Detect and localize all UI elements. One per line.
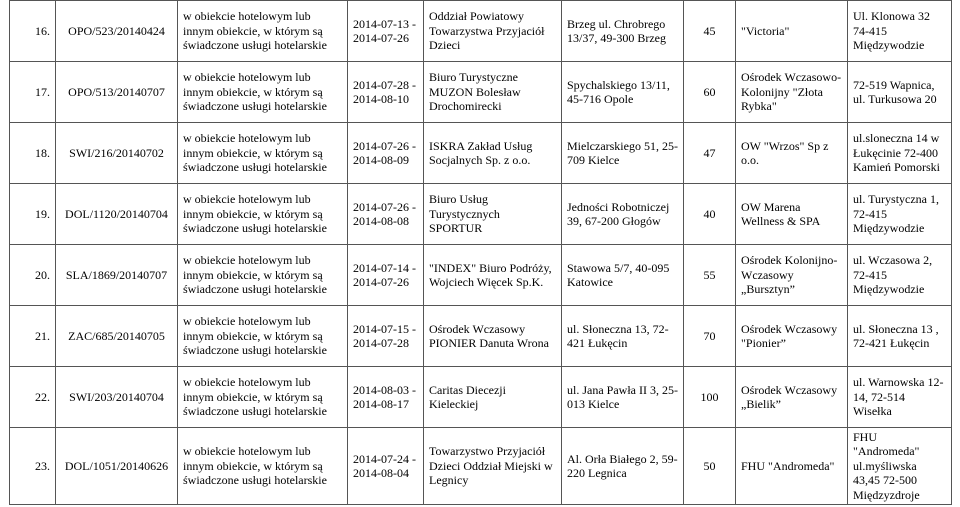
table-row xyxy=(10,184,952,245)
registration-table xyxy=(9,0,952,505)
facility-name: Ośrodek Wczasowy „Bielik” xyxy=(736,367,848,428)
date-range: 2014-07-13 - 2014-07-26 xyxy=(348,1,424,62)
organizer-name: "INDEX" Biuro Podróży, Wojciech Więcek Sp.K. xyxy=(424,245,562,306)
facility-address: ul. Turystyczna 1, 72-415 Międzywodzie xyxy=(848,184,952,245)
place-type: w obiekcie hotelowym lub innym obiekcie, w którym są świadczone usługi hotelarskie xyxy=(178,428,348,505)
participant-count: 70 xyxy=(684,306,736,367)
organizer-address: ul. Jana Pawła II 3, 25-013 Kielce xyxy=(562,367,684,428)
organizer-address: Spychalskiego 13/11, 45-716 Opole xyxy=(562,62,684,123)
registration-number: SLA/1869/20140707 xyxy=(56,245,178,306)
facility-address: 72-519 Wapnica, ul. Turkusowa 20 xyxy=(848,62,952,123)
facility-name: OW "Wrzos" Sp z o.o. xyxy=(736,123,848,184)
place-type: w obiekcie hotelowym lub innym obiekcie, w którym są świadczone usługi hotelarskie xyxy=(178,367,348,428)
place-type: w obiekcie hotelowym lub innym obiekcie, w którym są świadczone usługi hotelarskie xyxy=(178,1,348,62)
date-range: 2014-07-14 - 2014-07-26 xyxy=(348,245,424,306)
place-type: w obiekcie hotelowym lub innym obiekcie, w którym są świadczone usługi hotelarskie xyxy=(178,245,348,306)
organizer-address: Brzeg ul. Chrobrego 13/37, 49-300 Brzeg xyxy=(562,1,684,62)
place-type: w obiekcie hotelowym lub innym obiekcie, w którym są świadczone usługi hotelarskie xyxy=(178,184,348,245)
row-ordinal: 18. xyxy=(10,123,56,184)
registration-number: OPO/513/20140707 xyxy=(56,62,178,123)
organizer-address: Jedności Robotniczej 39, 67-200 Głogów xyxy=(562,184,684,245)
table-row xyxy=(10,1,952,62)
place-type: w obiekcie hotelowym lub innym obiekcie, w którym są świadczone usługi hotelarskie xyxy=(178,62,348,123)
date-range: 2014-07-28 - 2014-08-10 xyxy=(348,62,424,123)
participant-count: 45 xyxy=(684,1,736,62)
facility-address: FHU "Andromeda" ul.myśliwska 43,45 72-500 Międzyzdroje xyxy=(848,428,952,505)
organizer-address: ul. Słoneczna 13, 72-421 Łukęcin xyxy=(562,306,684,367)
facility-name: Ośrodek Kolonijno-Wczasowy „Bursztyn” xyxy=(736,245,848,306)
date-range: 2014-07-24 - 2014-08-04 xyxy=(348,428,424,505)
participant-count: 47 xyxy=(684,123,736,184)
organizer-address: Stawowa 5/7, 40-095 Katowice xyxy=(562,245,684,306)
table-body xyxy=(10,1,952,505)
place-type: w obiekcie hotelowym lub innym obiekcie, w którym są świadczone usługi hotelarskie xyxy=(178,306,348,367)
organizer-name: Ośrodek Wczasowy PIONIER Danuta Wrona xyxy=(424,306,562,367)
registration-number: ZAC/685/20140705 xyxy=(56,306,178,367)
row-ordinal: 19. xyxy=(10,184,56,245)
facility-name: "Victoria" xyxy=(736,1,848,62)
table-row xyxy=(10,123,952,184)
facility-address: ul. Słoneczna 13 , 72-421 Łukęcin xyxy=(848,306,952,367)
date-range: 2014-08-03 - 2014-08-17 xyxy=(348,367,424,428)
participant-count: 100 xyxy=(684,367,736,428)
organizer-name: Towarzystwo Przyjaciół Dzieci Oddział Miejski w Legnicy xyxy=(424,428,562,505)
registration-number: SWI/216/20140702 xyxy=(56,123,178,184)
row-ordinal: 16. xyxy=(10,1,56,62)
row-ordinal: 17. xyxy=(10,62,56,123)
row-ordinal: 22. xyxy=(10,367,56,428)
organizer-name: Biuro Usług Turystycznych SPORTUR xyxy=(424,184,562,245)
participant-count: 60 xyxy=(684,62,736,123)
facility-name: OW Marena Wellness & SPA xyxy=(736,184,848,245)
registration-number: DOL/1051/20140626 xyxy=(56,428,178,505)
table-row xyxy=(10,367,952,428)
date-range: 2014-07-26 - 2014-08-08 xyxy=(348,184,424,245)
registration-number: SWI/203/20140704 xyxy=(56,367,178,428)
facility-address: ul. Warnowska 12-14, 72-514 Wisełka xyxy=(848,367,952,428)
organizer-name: Caritas Diecezji Kieleckiej xyxy=(424,367,562,428)
date-range: 2014-07-15 - 2014-07-28 xyxy=(348,306,424,367)
registration-number: DOL/1120/20140704 xyxy=(56,184,178,245)
date-range: 2014-07-26 - 2014-08-09 xyxy=(348,123,424,184)
organizer-name: ISKRA Zakład Usług Socjalnych Sp. z o.o. xyxy=(424,123,562,184)
registration-number: OPO/523/20140424 xyxy=(56,1,178,62)
organizer-name: Oddział Powiatowy Towarzystwa Przyjaciół Dzieci xyxy=(424,1,562,62)
organizer-address: Al. Orła Białego 2, 59-220 Legnica xyxy=(562,428,684,505)
facility-address: Ul. Klonowa 32 74-415 Międzywodzie xyxy=(848,1,952,62)
facility-name: Ośrodek Wczasowy "Pionier” xyxy=(736,306,848,367)
place-type: w obiekcie hotelowym lub innym obiekcie, w którym są świadczone usługi hotelarskie xyxy=(178,123,348,184)
organizer-name: Biuro Turystyczne MUZON Bolesław Drochomirecki xyxy=(424,62,562,123)
table-row xyxy=(10,245,952,306)
table-row xyxy=(10,62,952,123)
row-ordinal: 23. xyxy=(10,428,56,505)
row-ordinal: 21. xyxy=(10,306,56,367)
row-ordinal: 20. xyxy=(10,245,56,306)
facility-name: FHU "Andromeda" xyxy=(736,428,848,505)
participant-count: 55 xyxy=(684,245,736,306)
table-row xyxy=(10,428,952,505)
facility-name: Ośrodek Wczasowo-Kolonijny "Złota Rybka" xyxy=(736,62,848,123)
facility-address: ul. Wczasowa 2, 72-415 Międzywodzie xyxy=(848,245,952,306)
participant-count: 50 xyxy=(684,428,736,505)
table-row xyxy=(10,306,952,367)
participant-count: 40 xyxy=(684,184,736,245)
organizer-address: Mielczarskiego 51, 25-709 Kielce xyxy=(562,123,684,184)
facility-address: ul.sloneczna 14 w Łukęcinie 72-400 Kamień Pomorski xyxy=(848,123,952,184)
